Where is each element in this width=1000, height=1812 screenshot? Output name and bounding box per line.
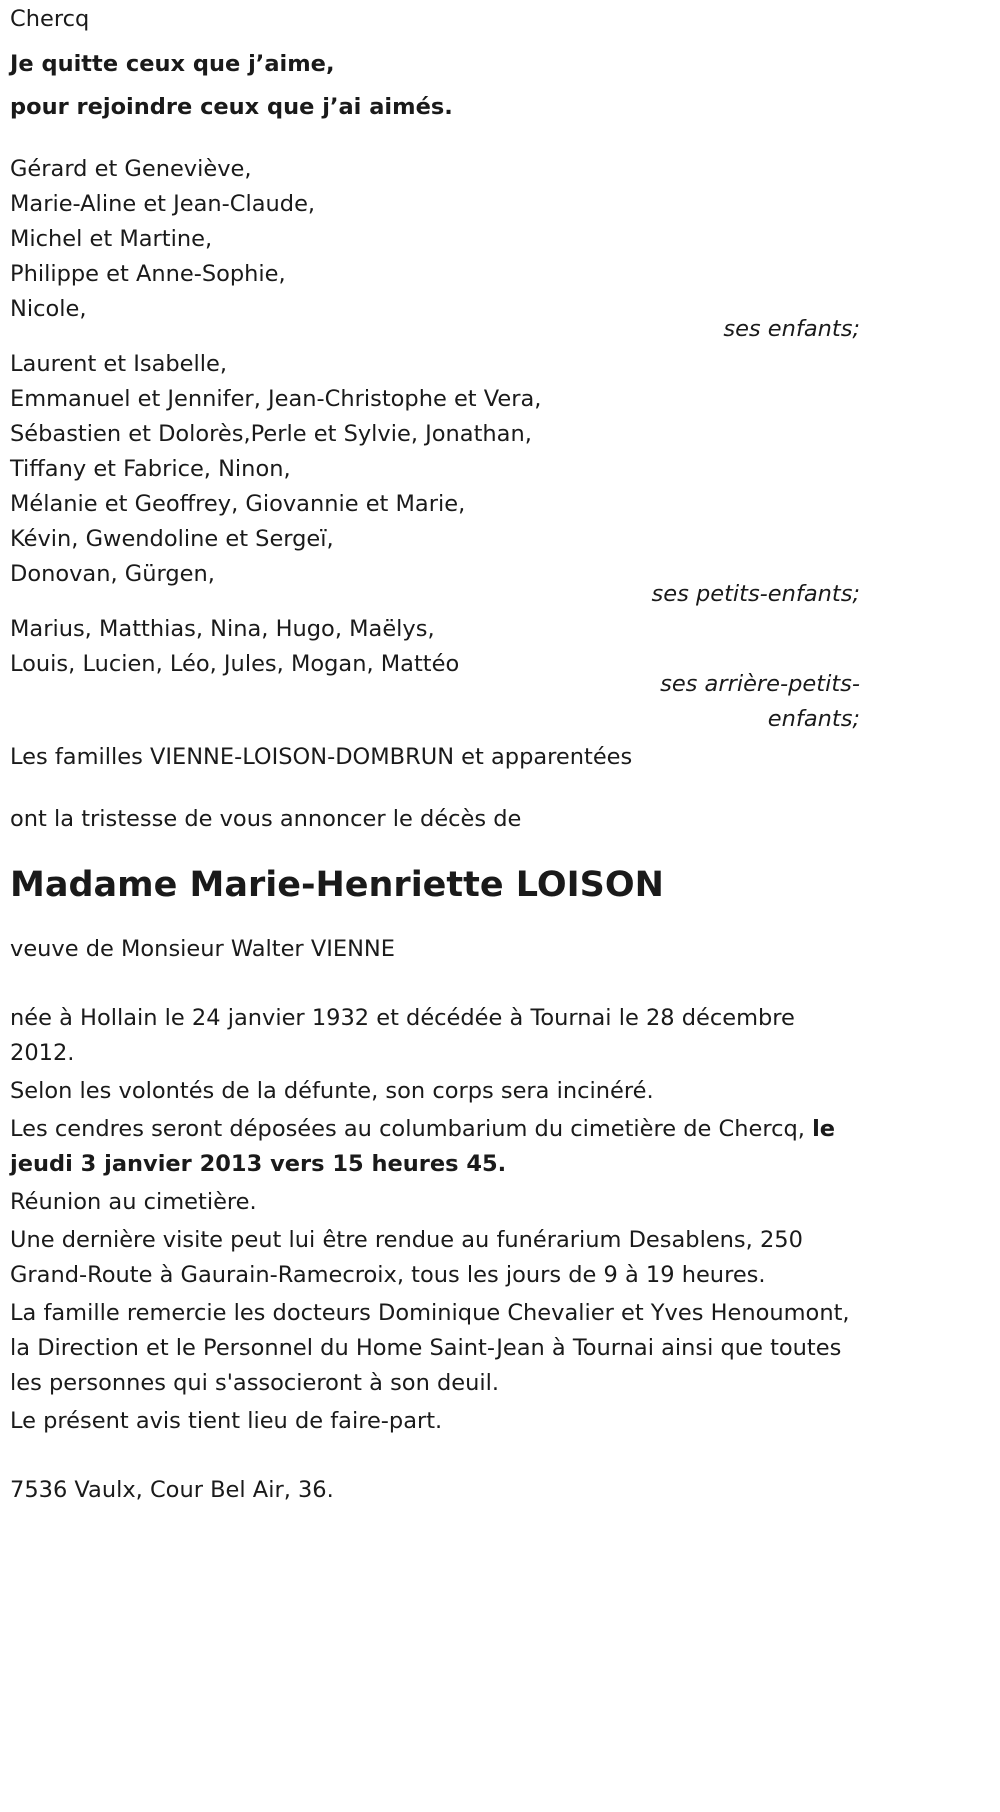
grandchildren-name-1: Laurent et Isabelle,: [10, 351, 228, 377]
children-name-3: Michel et Martine,: [10, 226, 213, 252]
great-grandchildren-block: [10, 612, 860, 737]
announce-line: ont la tristesse de vous annoncer le décès de: [10, 806, 522, 832]
grandchildren-name-5: Mélanie et Geoffrey, Giovannie et Marie,: [10, 491, 466, 517]
deceased-name: Madame Marie-Henriette LOISON: [10, 865, 664, 905]
grandchildren-name-7: Donovan, Gürgen,: [10, 561, 215, 587]
cremation-paragraph: Selon les volontés de la défunte, son corps sera incinéré.: [10, 1078, 654, 1104]
village-name: Chercq: [10, 6, 90, 32]
great-grandchildren-name-2: Louis, Lucien, Léo, Jules, Mogan, Mattéo: [10, 651, 460, 677]
ashes-date: le jeudi 3 janvier 2013 vers 15 heures 45.: [10, 1116, 836, 1177]
thanks-paragraph: La famille remercie les docteurs Dominique Chevalier et Yves Henoumont, la Direction et le Personnel du Home Saint-Jean à Tournai ainsi que toutes les personnes qui s'associeront à son deuil.: [10, 1300, 850, 1396]
quote-line-2: pour rejoindre ceux que j’ai aimés.: [10, 94, 453, 120]
grandchildren-block: [10, 347, 860, 612]
children-name-1: Gérard et Geneviève,: [10, 156, 252, 182]
address-line: 7536 Vaulx, Cour Bel Air, 36.: [10, 1477, 334, 1503]
ashes-text: Les cendres seront déposées au columbarium du cimetière de Chercq,: [10, 1116, 813, 1142]
visit-paragraph: Une dernière visite peut lui être rendue au funérarium Desablens, 250 Grand-Route à Gaurain-Ramecroix, tous les jours de 9 à 19 heures.: [10, 1227, 803, 1288]
notice-paragraph: Le présent avis tient lieu de faire-part.: [10, 1408, 443, 1434]
obituary-notice: [10, 0, 860, 1508]
widow-of-line: veuve de Monsieur Walter VIENNE: [10, 936, 395, 962]
children-block: [10, 152, 860, 347]
children-name-4: Philippe et Anne-Sophie,: [10, 261, 286, 287]
ashes-paragraph: [10, 1112, 860, 1182]
grandchildren-name-6: Kévin, Gwendoline et Sergeï,: [10, 526, 334, 552]
meeting-paragraph: Réunion au cimetière.: [10, 1189, 257, 1215]
grandchildren-name-4: Tiffany et Fabrice, Ninon,: [10, 456, 291, 482]
birth-death-paragraph: née à Hollain le 24 janvier 1932 et décédée à Tournai le 28 décembre 2012.: [10, 1005, 795, 1066]
great-grandchildren-role-line-2: enfants;: [767, 706, 860, 732]
grandchildren-name-2: Emmanuel et Jennifer, Jean-Christophe et Vera,: [10, 386, 542, 412]
families-line: Les familles VIENNE-LOISON-DOMBRUN et apparentées: [10, 744, 633, 770]
children-name-2: Marie-Aline et Jean-Claude,: [10, 191, 316, 217]
great-grandchildren-role-line-1: ses arrière-petits-: [660, 671, 860, 697]
children-name-5: Nicole,: [10, 296, 87, 322]
grandchildren-name-3: Sébastien et Dolorès,Perle et Sylvie, Jonathan,: [10, 421, 532, 447]
quote-line-1: Je quitte ceux que j’aime,: [10, 51, 335, 77]
great-grandchildren-name-1: Marius, Matthias, Nina, Hugo, Maëlys,: [10, 616, 435, 642]
children-role: ses enfants;: [723, 316, 860, 342]
grandchildren-role: ses petits-enfants;: [651, 581, 860, 607]
